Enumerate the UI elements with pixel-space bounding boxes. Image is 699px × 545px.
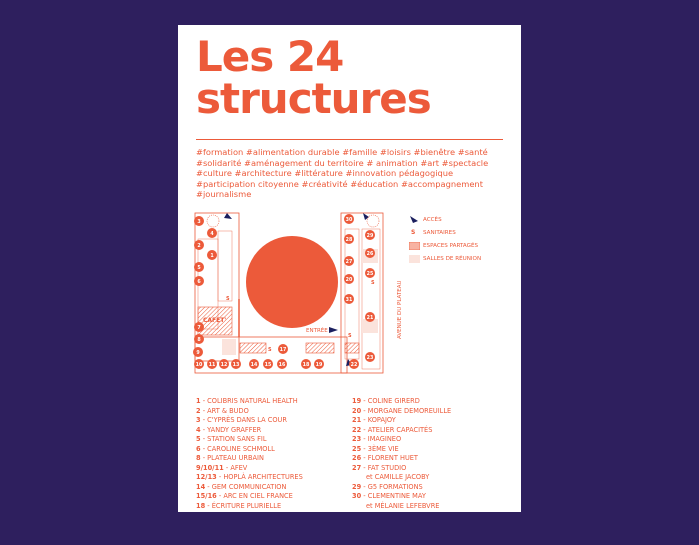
structure-number: 9/10/11 [196,463,224,472]
room-marker-number: 2 [197,244,201,249]
structure-name: - GEM COMMUNICATION [205,482,287,491]
legend-label-access: ACCÈS [423,217,442,223]
structure-name: - KOPAJOY [361,416,396,424]
sanitary-label-3: S [371,280,375,286]
structure-list-item [196,445,303,455]
structure-list-item [352,454,451,464]
shared-space-corridor-2 [306,343,334,353]
structure-number: 30 [352,492,362,500]
structure-name: - AFEV [223,463,248,472]
structure-list-item [352,416,451,426]
structure-name: - G5 FORMATIONS [361,482,423,491]
structure-name: - FLORENT HUET [361,454,418,462]
floor-plan-map [188,209,511,405]
structure-name: - PLATEAU URBAIN [200,454,264,462]
structure-number: 21 [352,416,362,424]
entrance-arrow-icon [329,327,338,333]
structure-name: - FAT STUDIO [361,463,407,472]
structure-name: - YANDY GRAFFER [200,425,262,434]
structure-name: - CLEMENTINE MAY [361,492,426,500]
legend-label-meeting: SALLES DE RÉUNION [423,256,482,262]
sanitary-label-1: S [226,296,230,302]
room-marker-number: 14 [250,363,258,368]
structure-list-item [196,426,303,436]
structure-name: - COLINE GIRERD [361,397,420,405]
structure-list-item [196,473,303,483]
structures-list-right [352,397,451,511]
room-marker-number: 29 [366,234,374,239]
structure-number: 18 [196,501,206,510]
sanitary-label-4: S [348,333,352,339]
poster-sheet [178,25,521,512]
legend-label-sanitary: SANITAIRES [423,230,456,236]
structure-list-item [196,464,303,474]
structure-list-item [196,397,303,407]
structure-number: 14 [196,482,206,491]
entrance-label: ENTRÉE [306,328,328,334]
access-arrow-icon [409,215,419,225]
sanitary-s-icon: S [411,229,416,236]
structure-number: 22 [352,425,362,434]
structure-list-item [352,473,451,483]
sanitary-label-2: S [268,347,272,353]
room-marker-number: 28 [345,238,353,243]
structure-name: - ÉCRITURE PLURIELLE [205,501,282,510]
room-marker-number: 18 [302,363,310,368]
room-marker-number: 20 [345,278,353,283]
room-marker-number: 5 [197,266,201,271]
structure-name: - C'YPRÈS DANS LA COUR [200,416,287,424]
shared-space-corridor-3 [345,343,359,353]
structure-list-item [196,407,303,417]
structure-number: 26 [352,454,362,462]
stair-spiral-icon-right [367,215,379,227]
structure-number: 2 [196,406,201,415]
room-marker-number: 3 [197,220,201,225]
structure-list-item [352,426,451,436]
structure-number: 29 [352,482,362,491]
structure-number: 12/13 [196,473,217,481]
access-arrow-icon-left [224,213,232,219]
title-divider [196,139,503,140]
access-arrow-icon-right [363,213,369,220]
structure-name: et CAMILLE JACOBY [366,473,430,481]
structure-list-item [196,483,303,493]
structure-list-item [196,502,303,512]
shared-space-corridor-1 [240,343,266,353]
structure-list-item [352,445,451,455]
structure-list-item [352,407,451,417]
structure-name: - MORGANE DEMOREUILLE [361,406,452,415]
structure-list-item [352,435,451,445]
structure-name: et MÉLANIE LEFEBVRE [366,501,440,510]
room-marker-number: 22 [350,363,358,368]
room-marker-number: 16 [278,363,286,368]
structure-number: 19 [352,397,362,405]
room-marker-number: 4 [210,232,214,237]
structure-name: - IMAGINEO [361,435,402,443]
meeting-room-swatch-icon [409,255,420,263]
structure-name: - CAROLINE SCHMOLL [200,444,275,453]
structure-number: 27 [352,463,362,472]
structure-list-item [352,492,451,502]
room-marker-number: 26 [366,252,374,257]
structure-number: 8 [196,454,201,462]
title-line-1: Les 24 [196,32,344,81]
meeting-room-1 [222,339,236,355]
room-marker-number: 21 [366,316,374,321]
structure-list-item [196,454,303,464]
cafe-label: CAFET' [203,317,227,324]
room-marker-number: 1 [210,254,214,259]
structure-name: - HOPLÀ ARCHITECTURES [216,473,303,481]
structure-list-item [196,492,303,502]
structure-number: 23 [352,435,362,443]
room-marker-number: 27 [345,260,353,265]
room-marker-number: 8 [197,338,201,343]
shared-space-swatch-icon [409,242,420,250]
room-marker-number: 30 [345,218,353,223]
room-marker-number: 9 [196,351,200,356]
room-marker-number: 10 [195,363,203,368]
structure-name: - 3ÈME VIE [361,444,399,453]
room-marker-number: 19 [315,363,323,368]
room-marker-number: 12 [220,363,228,368]
structure-list-item [196,416,303,426]
room-marker-number: 7 [197,326,201,331]
structure-name: - COLIBRIS NATURAL HEALTH [200,397,298,405]
poster-title [196,32,431,123]
room-marker-number: 15 [264,363,272,368]
room-marker-number: 13 [232,363,240,368]
structure-list-item [352,397,451,407]
hashtags-text: #formation #alimentation durable #famille #loisirs #bienêtre #santé #solidarité #aménagement du territoire # animation #art #spectacle #culture #architecture #littérature #innovation pédagogique #participation citoyenne #créativité #éducation #accompagnement #journalisme [196,147,489,200]
structure-name: - ARC EN CIEL FRANCE [216,492,293,500]
structure-number: 3 [196,416,201,424]
structure-list-item [352,483,451,493]
room-marker-number: 31 [345,298,353,303]
structure-name: - ATELIER CAPACITÉS [361,425,433,434]
structure-number: 25 [352,444,362,453]
room-marker-number: 25 [366,272,374,277]
room-marker-number: 6 [197,280,201,285]
structure-number: 1 [196,397,201,405]
structure-number: 15/16 [196,492,217,500]
structure-number: 5 [196,435,201,443]
stair-spiral-icon-left [207,215,219,227]
structure-number: 6 [196,444,201,453]
street-label: AVENUE DU PLATEAU [397,280,403,339]
structure-name: - STATION SANS FIL [200,435,267,443]
room-marker-number: 11 [208,363,216,368]
title-line-2: structures [196,74,431,123]
structure-name: - ART & BUDO [200,406,249,415]
structure-list-item [352,502,451,512]
structures-list-left [196,397,303,511]
structure-number: 4 [196,425,201,434]
room-marker-number: 23 [366,356,374,361]
room-marker-number: 17 [279,348,287,353]
structure-list-item [352,464,451,474]
structure-list-item [196,435,303,445]
structure-number: 20 [352,406,362,415]
legend-label-shared: ESPACES PARTAGÉS [423,243,479,249]
courtyard-circle [246,236,338,328]
